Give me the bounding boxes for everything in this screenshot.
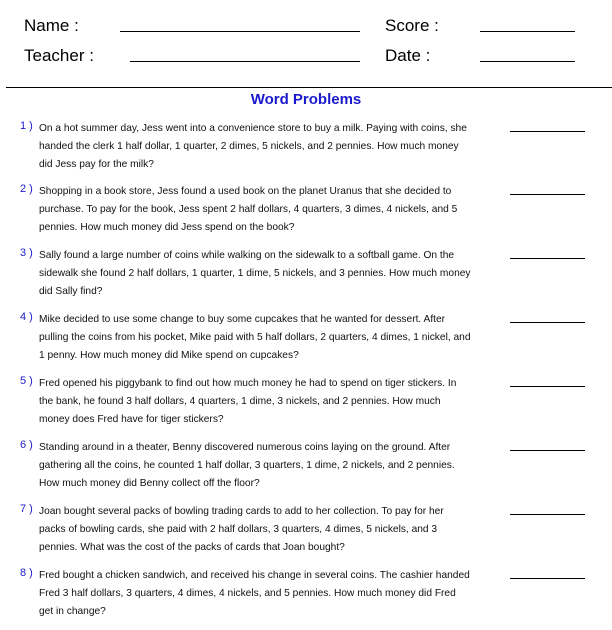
problem-number: 6 ) <box>20 439 33 451</box>
problem-number: 7 ) <box>20 503 33 515</box>
score-label: Score : <box>385 16 439 35</box>
date-field[interactable] <box>480 61 575 62</box>
problem-text: Standing around in a theater, Benny discovered numerous coins laying on the ground. After gathering all the coins, he counted 1 half dollar, 3 quarters, 1 dime, 2 nickels, and 2 pennies. How much money did Benny collect off the floor? <box>39 442 455 489</box>
problem-text: On a hot summer day, Jess went into a convenience store to buy a milk. Paying with coins, she handed the clerk 1 half dollar, 1 quarter, 2 dimes, 5 nickels, and 2 pennies. How much money did Jess pay for the milk? <box>39 123 467 170</box>
problem-text: Sally found a large number of coins while walking on the sidewalk to a softball game. On the sidewalk she found 2 half dollars, 1 quarter, 1 dime, 5 nickels, and 3 pennies. How much money did Sally find? <box>39 250 471 297</box>
teacher-field[interactable] <box>130 61 360 62</box>
problem-number: 8 ) <box>20 567 33 579</box>
header-divider <box>6 87 612 88</box>
answer-field[interactable] <box>510 131 585 132</box>
answer-field[interactable] <box>510 578 585 579</box>
problem-text: Shopping in a book store, Jess found a used book on the planet Uranus that she decided to purchase. To pay for the book, Jess spent 2 half dollars, 4 quarters, 3 dimes, 4 nickels, and 5 pennies. How much money did Jess spend on the book? <box>39 186 458 233</box>
answer-field[interactable] <box>510 322 585 323</box>
answer-field[interactable] <box>510 258 585 259</box>
answer-field[interactable] <box>510 194 585 195</box>
problem-number: 1 ) <box>20 120 33 132</box>
problem-text: Fred opened his piggybank to find out how much money he had to spend on tiger stickers. In the bank, he found 3 half dollars, 4 quarters, 1 dime, 3 nickels, and 2 pennies. How much money does Fred have for tiger stickers? <box>39 378 457 425</box>
answer-field[interactable] <box>510 450 585 451</box>
teacher-label: Teacher : <box>24 46 94 65</box>
problem-number: 2 ) <box>20 183 33 195</box>
name-field[interactable] <box>120 31 360 32</box>
problem-text: Joan bought several packs of bowling trading cards to add to her collection. To pay for her packs of bowling cards, she paid with 2 half dollars, 3 quarters, 4 dimes, 5 nickels, and 3 pennies. What was the cost of the packs of cards that Joan bought? <box>39 506 444 553</box>
problem-text: Fred bought a chicken sandwich, and received his change in several coins. The cashier handed Fred 3 half dollars, 3 quarters, 4 dimes, 4 nickels, and 5 pennies. How much money did Fred get in change? <box>39 570 470 617</box>
problem-number: 5 ) <box>20 375 33 387</box>
problem-text: Mike decided to use some change to buy some cupcakes that he wanted for dessert. After pulling the coins from his pocket, Mike paid with 5 half dollars, 2 quarters, 4 dimes, 1 nickel, and 1 penny. How much money did Mike spend on cupcakes? <box>39 314 471 361</box>
name-label: Name : <box>24 16 79 35</box>
date-label: Date : <box>385 46 431 65</box>
answer-field[interactable] <box>510 514 585 515</box>
score-field[interactable] <box>480 31 575 32</box>
problem-number: 4 ) <box>20 311 33 323</box>
page-title: Word Problems <box>250 91 362 108</box>
answer-field[interactable] <box>510 386 585 387</box>
problem-number: 3 ) <box>20 247 33 259</box>
